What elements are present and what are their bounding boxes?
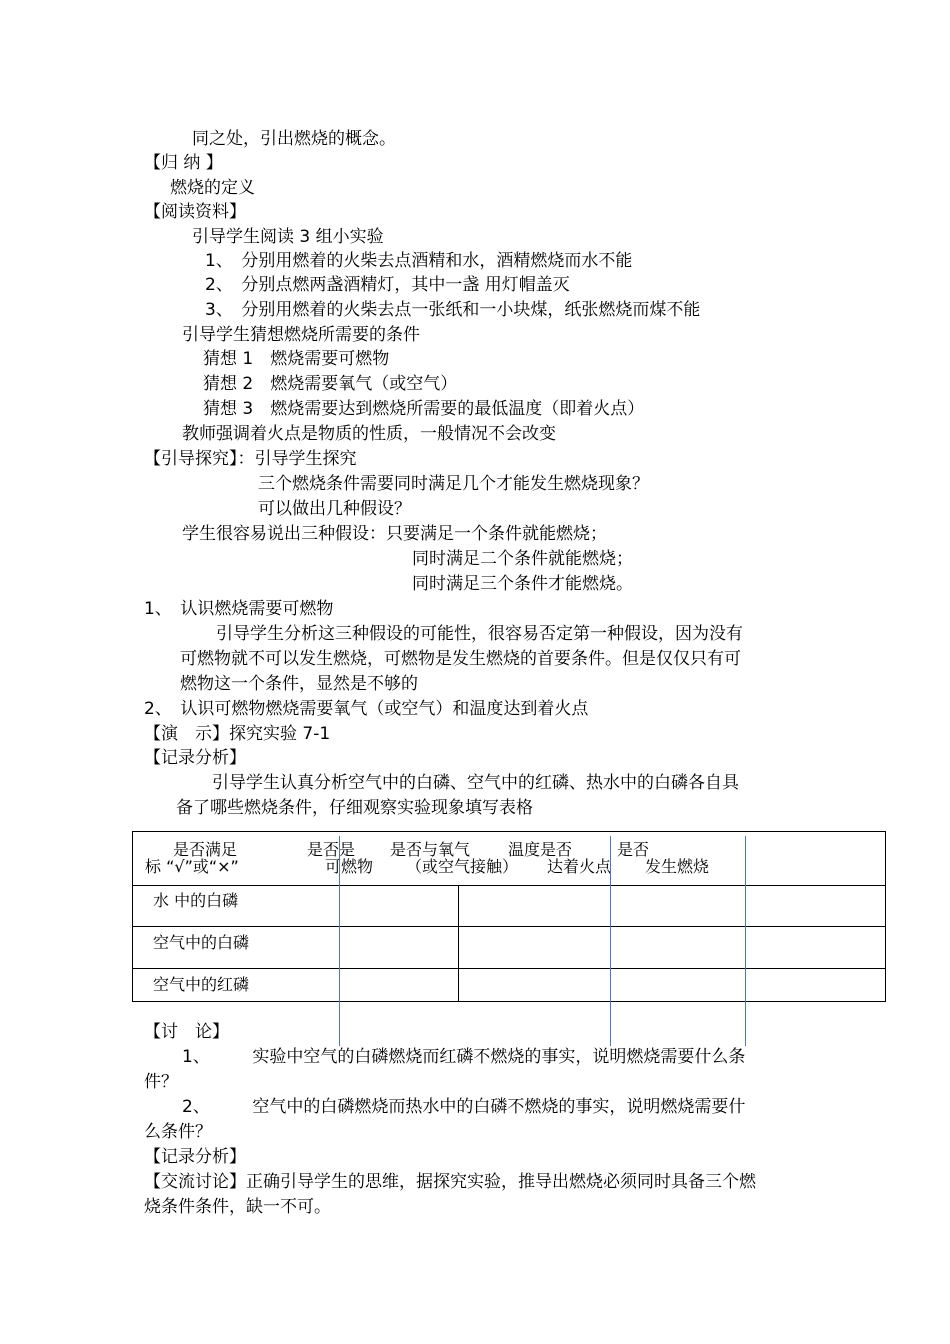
intro-text: 同之处，引出燃烧的概念。 — [192, 129, 396, 149]
record-heading: 【记录分析】 — [144, 748, 246, 768]
header-bottom-3: （或空气接触） — [406, 857, 519, 876]
guide-question-1: 三个燃烧条件需要同时满足几个才能发生燃烧现象？ — [258, 474, 649, 494]
exchange-line-2: 烧条件条件，缺一不可。 — [144, 1197, 331, 1217]
table-divider — [133, 885, 885, 886]
column-guide-line — [745, 836, 746, 1046]
point-1-title: 1、 认识燃烧需要可燃物 — [144, 599, 334, 619]
summary-heading: 【归 纳 】 — [144, 153, 223, 173]
reading-item-2: 2、 分别点燃两盏酒精灯，其中一盏 用灯帽盖灭 — [205, 275, 570, 295]
teacher-note: 教师强调着火点是物质的性质，一般情况不会改变 — [182, 424, 556, 444]
guide-question-2: 可以做出几种假设？ — [258, 499, 411, 519]
table-row-label-2: 空气中的白磷 — [153, 933, 250, 952]
table-row-label-3: 空气中的红磷 — [153, 975, 250, 994]
header-top-2: 是否是 — [307, 840, 356, 859]
header-top-3: 是否与氧气 — [390, 840, 471, 859]
point-2-title: 2、 认识可燃物燃烧需要氧气（或空气）和温度达到着火点 — [144, 699, 589, 719]
point-1-line-1: 引导学生分析这三种假设的可能性，很容易否定第一种假设，因为没有 — [216, 624, 743, 644]
hypothesis-1: 学生很容易说出三种假设：只要满足一个条件就能燃烧； — [182, 524, 607, 544]
header-top-1: 是否满足 — [173, 840, 238, 859]
discussion-q2-line-1: 2、 空气中的白磷燃烧而热水中的白磷不燃烧的事实，说明燃烧需要什 — [182, 1097, 746, 1117]
record-2-heading: 【记录分析】 — [144, 1147, 246, 1167]
record-line-1: 引导学生认真分析空气中的白磷、空气中的红磷、热水中的白磷各自具 — [212, 773, 739, 793]
guide-heading: 【引导探究】：引导学生探究 — [144, 449, 357, 469]
header-bottom-2: 可燃物 — [325, 857, 374, 876]
point-1-line-2: 可燃物就不可以发生燃烧，可燃物是发生燃烧的首要条件。但是仅仅只有可 — [180, 649, 741, 669]
table-row-label-1: 水 中的白磷 — [153, 891, 239, 910]
table-divider — [133, 926, 885, 927]
guess-intro: 引导学生猜想燃烧所需要的条件 — [182, 325, 420, 345]
header-bottom-4: 达着火点 — [547, 857, 612, 876]
discussion-q2-line-2: 么条件？ — [144, 1122, 212, 1142]
column-guide-line — [610, 836, 611, 1046]
guess-3: 猜想 3 燃烧需要达到燃烧所需要的最低温度（即着火点） — [203, 399, 645, 419]
column-guide-line — [339, 836, 340, 1046]
exchange-line-1: 【交流讨论】正确引导学生的思维，据探究实验，推导出燃烧必须同时具备三个燃 — [144, 1172, 756, 1192]
hypothesis-2: 同时满足二个条件就能燃烧； — [412, 549, 633, 569]
point-1-line-3: 燃物这一个条件，显然是不够的 — [180, 674, 418, 694]
reading-heading: 【阅读资料】 — [144, 202, 246, 222]
header-top-5: 是否 — [617, 840, 650, 859]
reading-item-3: 3、 分别用燃着的火柴去点一张纸和一小块煤，纸张燃烧而煤不能 — [205, 300, 701, 320]
guess-2: 猜想 2 燃烧需要氧气（或空气） — [203, 374, 458, 394]
summary-text: 燃烧的定义 — [170, 178, 255, 198]
discussion-q1-line-2: 件？ — [144, 1072, 178, 1092]
header-bottom-1: 标 “√”或“×” — [145, 857, 239, 876]
discussion-q1-line-1: 1、 实验中空气的白磷燃烧而红磷不燃烧的事实，说明燃烧需要什么条 — [182, 1047, 746, 1067]
guess-1: 猜想 1 燃烧需要可燃物 — [203, 349, 390, 369]
discussion-heading: 【讨 论】 — [144, 1022, 229, 1042]
table-divider — [133, 968, 885, 969]
record-table — [132, 831, 886, 1002]
reading-intro: 引导学生阅读 3 组小实验 — [192, 227, 384, 247]
record-line-2: 备了哪些燃烧条件，仔细观察实验现象填写表格 — [176, 798, 533, 818]
reading-item-1: 1、 分别用燃着的火柴去点酒精和水，酒精燃烧而水不能 — [205, 251, 633, 271]
table-column-line — [458, 885, 459, 1001]
header-top-4: 温度是否 — [508, 840, 573, 859]
hypothesis-3: 同时满足三个条件才能燃烧。 — [412, 574, 633, 594]
demo-line: 【演 示】探究实验 7-1 — [144, 724, 331, 744]
header-bottom-5: 发生燃烧 — [645, 857, 710, 876]
